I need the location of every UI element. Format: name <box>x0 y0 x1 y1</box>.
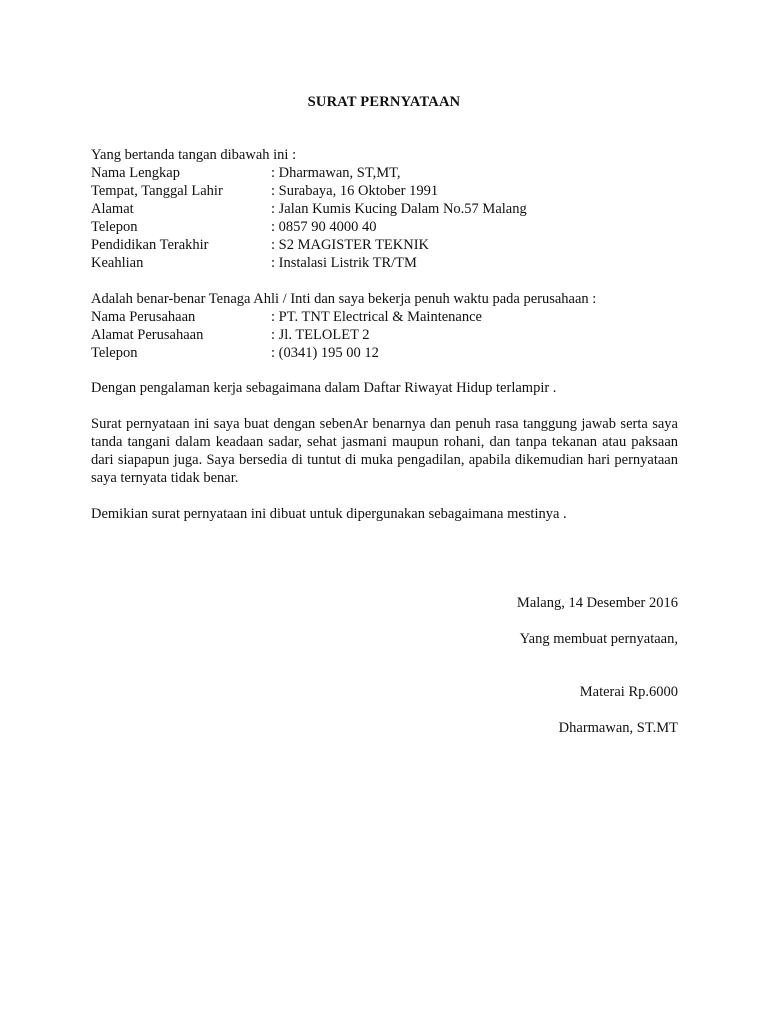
field-row-name <box>91 164 679 182</box>
field-row-address <box>91 200 679 218</box>
field-value: : PT. TNT Electrical & Maintenance <box>271 309 482 325</box>
stamp-label: Materai Rp.6000 <box>579 684 678 700</box>
closing-paragraph: Demikian surat pernyataan ini dibuat untuk dipergunakan sebagaimana mestinya . <box>91 506 567 522</box>
personal-section <box>91 146 679 272</box>
field-row-birth <box>91 182 679 200</box>
field-row-company-name <box>91 308 679 326</box>
field-row-education <box>91 236 679 254</box>
field-label: Alamat <box>91 201 134 217</box>
field-value: : 0857 90 4000 40 <box>271 219 377 235</box>
experience-paragraph: Dengan pengalaman kerja sebagaimana dalam Daftar Riwayat Hidup terlampir . <box>91 380 557 396</box>
field-value: : Dharmawan, ST,MT, <box>271 165 401 181</box>
field-value: : Jl. TELOLET 2 <box>271 327 370 343</box>
intro-text: Yang bertanda tangan dibawah ini : <box>91 147 297 163</box>
signer-name: Dharmawan, ST.MT <box>558 720 678 736</box>
document-title: SURAT PERNYATAAN <box>307 94 461 110</box>
statement-paragraph: Surat pernyataan ini saya buat dengan sebenAr benarnya dan penuh rasa tanggung jawab serta saya tanda tangani dalam keadaan sadar, sehat jasmani maupun rohani, dan tanpa tekanan atau paksaan dari siapapun juga. Saya bersedia di tuntut di muka pengadilan, apabila dikemudian hari pernyataan saya ternyata tidak benar. <box>91 416 678 486</box>
field-row-skill <box>91 254 679 272</box>
signer-label: Yang membuat pernyataan, <box>519 631 678 647</box>
field-value: : Instalasi Listrik TR/TM <box>271 255 417 271</box>
field-row-company-address <box>91 326 679 344</box>
field-label: Telepon <box>91 219 138 235</box>
field-row-company-phone <box>91 344 679 362</box>
field-value: : Jalan Kumis Kucing Dalam No.57 Malang <box>271 201 527 217</box>
field-row-phone <box>91 218 679 236</box>
place-date: Malang, 14 Desember 2016 <box>516 595 678 611</box>
field-value: : S2 MAGISTER TEKNIK <box>271 237 430 253</box>
company-intro-text: Adalah benar-benar Tenaga Ahli / Inti dan saya bekerja penuh waktu pada perusahaan : <box>91 291 597 307</box>
field-label: Nama Lengkap <box>91 165 180 181</box>
field-label: Telepon <box>91 345 138 361</box>
field-label: Pendidikan Terakhir <box>91 237 209 253</box>
field-value: : Surabaya, 16 Oktober 1991 <box>271 183 439 199</box>
field-label: Alamat Perusahaan <box>91 327 204 343</box>
field-label: Tempat, Tanggal Lahir <box>91 183 223 199</box>
field-label: Keahlian <box>91 255 144 271</box>
field-label: Nama Perusahaan <box>91 309 196 325</box>
company-section <box>91 290 679 362</box>
field-value: : (0341) 195 00 12 <box>271 345 379 361</box>
